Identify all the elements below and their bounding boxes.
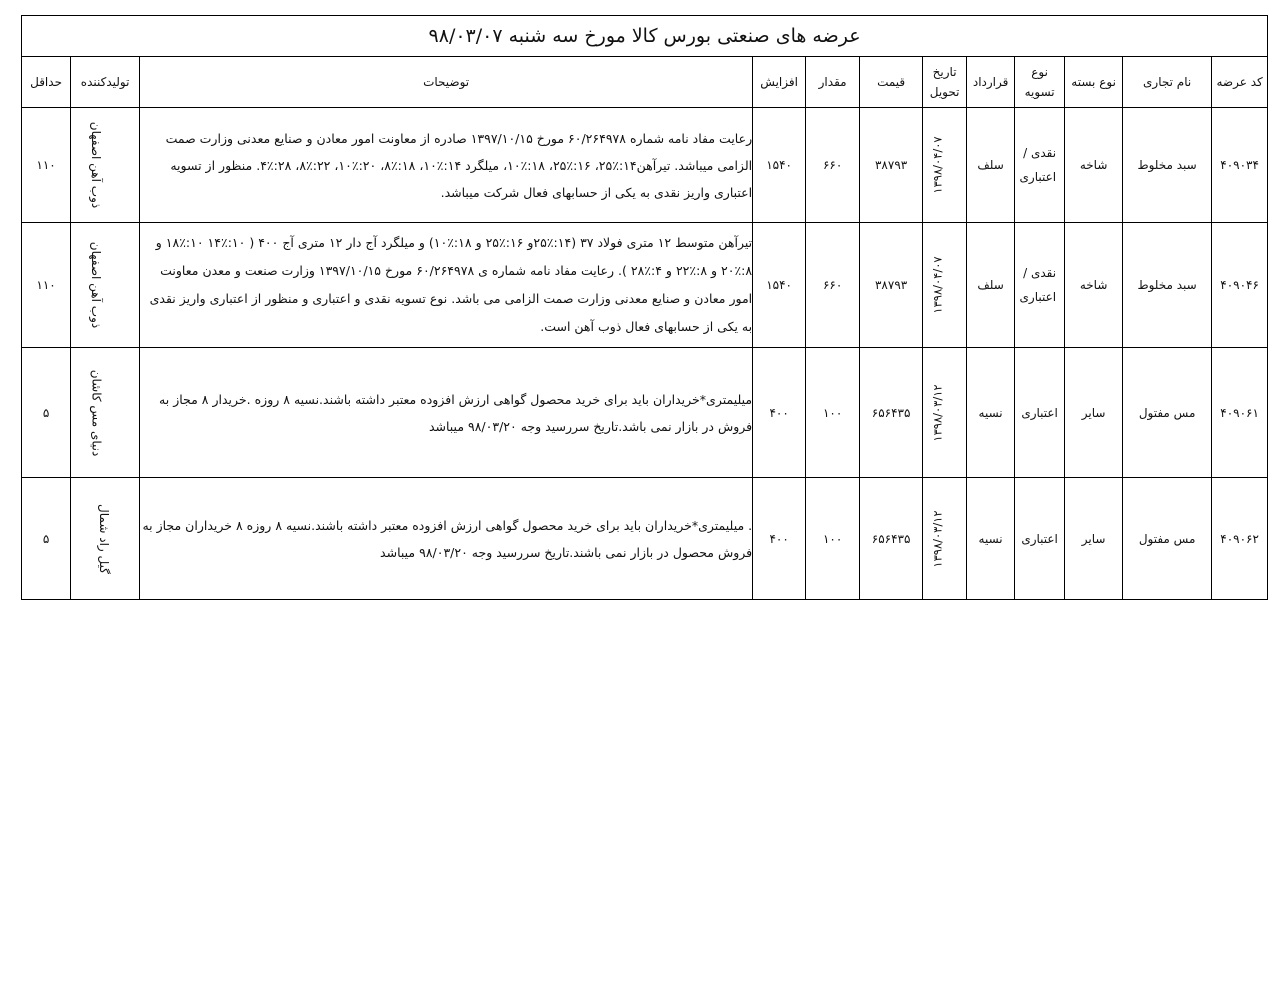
cell-description: رعایت مفاد نامه شماره ۶۰/۲۶۴۹۷۸ مورخ ۱۳۹۷/۱۰/۱۵ صادره از معاونت امور معادن و صنایع معدنی وزارت صمت الزامی میباشد. تیرآهن۱۴:٪۲۵، ۱۶:٪۲۵، ۱۸:٪۱۰، میلگرد ۱۴:٪۱۰، ۱۸:٪۸، ۲۰:٪۱۰، ۲۲:٪۸، ۲۸:٪۴. منظور از تسویه اعتباری واریز نقدی به یکی از حسابهای فعال شرکت میباشد. (140, 108, 753, 223)
cell-package: شاخه (1065, 108, 1123, 223)
cell-increase: ۱۵۴۰ (753, 108, 806, 223)
producer-name: ذوب آهن اصفهان (88, 121, 103, 209)
cell-producer (71, 348, 140, 478)
cell-trade-name: سبد مخلوط (1123, 223, 1212, 348)
table-title: عرضه های صنعتی بورس کالا مورخ سه شنبه ۹۸/۰۳/۰۷ (22, 16, 1268, 57)
header-min: حداقل (22, 57, 71, 108)
delivery-date: ۱۳۹۸/۰۳/۱۲ (930, 383, 945, 442)
cell-quantity: ۱۰۰ (806, 348, 860, 478)
cell-contract: سلف (967, 223, 1015, 348)
cell-quantity: ۶۶۰ (806, 223, 860, 348)
header-trade-name: نام تجاری (1123, 57, 1212, 108)
delivery-date: ۱۳۹۸/۰۳/۱۲ (930, 509, 945, 568)
producer-name: ذوب آهن اصفهان (88, 241, 103, 329)
cell-trade-name: مس مفتول (1123, 348, 1212, 478)
cell-increase: ۴۰۰ (753, 348, 806, 478)
cell-min: ۵ (22, 348, 71, 478)
cell-contract: نسیه (967, 348, 1015, 478)
cell-price: ۳۸۷۹۳ (860, 223, 923, 348)
cell-quantity: ۶۶۰ (806, 108, 860, 223)
cell-contract: نسیه (967, 478, 1015, 600)
cell-delivery (923, 478, 967, 600)
cell-price: ۳۸۷۹۳ (860, 108, 923, 223)
header-code: کد عرضه (1212, 57, 1268, 108)
offer-table-container (21, 15, 1263, 600)
offer-table (21, 15, 1268, 600)
producer-name: گیل راد شمال (97, 503, 112, 574)
cell-quantity: ۱۰۰ (806, 478, 860, 600)
cell-min: ۱۱۰ (22, 223, 71, 348)
cell-min: ۵ (22, 478, 71, 600)
table-row (22, 348, 1268, 478)
cell-settlement: اعتباری (1015, 478, 1065, 600)
cell-delivery (923, 348, 967, 478)
cell-settlement: نقدی / اعتباری (1015, 108, 1065, 223)
table-row (22, 223, 1268, 348)
cell-trade-name: سبد مخلوط (1123, 108, 1212, 223)
cell-code: ۴۰۹۰۳۴ (1212, 108, 1268, 223)
cell-price: ۶۵۶۴۳۵ (860, 478, 923, 600)
cell-settlement: اعتباری (1015, 348, 1065, 478)
cell-increase: ۴۰۰ (753, 478, 806, 600)
header-price: قیمت (860, 57, 923, 108)
cell-code: ۴۰۹۰۴۶ (1212, 223, 1268, 348)
header-contract: قرارداد (967, 57, 1015, 108)
table-row (22, 108, 1268, 223)
header-quantity: مقدار (806, 57, 860, 108)
cell-description: میلیمتری*خریداران باید برای خرید محصول گواهی ارزش افزوده معتبر داشته باشند.نسیه ۸ روزه .خریدار ۸ مجاز به فروش در بازار نمی باشد.تاریخ سررسید وجه ۹۸/۰۳/۲۰ میباشد (140, 348, 753, 478)
cell-package: شاخه (1065, 223, 1123, 348)
delivery-date: ۱۳۹۸/۰۴/۰۷ (930, 136, 945, 194)
cell-description: . میلیمتری*خریداران باید برای خرید محصول گواهی ارزش افزوده معتبر داشته باشند.نسیه ۸ روزه ۸ خریداران مجاز به فروش محصول در بازار نمی باشند.تاریخ سررسید وجه ۹۸/۰۳/۲۰ میباشد (140, 478, 753, 600)
cell-contract: سلف (967, 108, 1015, 223)
cell-code: ۴۰۹۰۶۲ (1212, 478, 1268, 600)
cell-package: سایر (1065, 478, 1123, 600)
cell-settlement: نقدی / اعتباری (1015, 223, 1065, 348)
cell-delivery (923, 108, 967, 223)
header-increase: افزایش (753, 57, 806, 108)
header-package: نوع بسته (1065, 57, 1123, 108)
producer-name: دنیای مس کاشان (88, 369, 103, 456)
cell-price: ۶۵۶۴۳۵ (860, 348, 923, 478)
cell-min: ۱۱۰ (22, 108, 71, 223)
delivery-date: ۱۳۹۸/۰۴/۰۷ (930, 256, 945, 314)
header-row (22, 57, 1268, 108)
cell-increase: ۱۵۴۰ (753, 223, 806, 348)
cell-trade-name: مس مفتول (1123, 478, 1212, 600)
cell-producer (71, 108, 140, 223)
cell-delivery (923, 223, 967, 348)
cell-producer (71, 223, 140, 348)
header-delivery: تاریخ تحویل (923, 57, 967, 108)
cell-code: ۴۰۹۰۶۱ (1212, 348, 1268, 478)
header-settlement: نوع تسویه (1015, 57, 1065, 108)
header-description: توضیحات (140, 57, 753, 108)
header-producer: تولیدکننده (71, 57, 140, 108)
cell-producer (71, 478, 140, 600)
cell-package: سایر (1065, 348, 1123, 478)
cell-description: تیرآهن متوسط ۱۲ متری فولاد ۳۷ (۱۴:٪۲۵و ۱۶:٪۲۵ و ۱۸:٪۱۰) و میلگرد آج دار ۱۲ متری آج ۴۰۰ ( ۱۰:٪۱۴ ۱۰:٪۱۸ و ۸:٪۲۰ و ۸:٪۲۲ و ۴:٪۲۸ ). رعایت مفاد نامه شماره ی ۶۰/۲۶۴۹۷۸ مورخ ۱۳۹۷/۱۰/۱۵ وزارت صنعت و معدن معاونت امور معادن و صنایع معدنی وزارت صمت الزامی می باشد. نوع تسویه نقدی و اعتباری و منظور از اعتباری واریز نقدی به یکی از حسابهای فعال ذوب آهن است. (140, 223, 753, 348)
table-row (22, 478, 1268, 600)
